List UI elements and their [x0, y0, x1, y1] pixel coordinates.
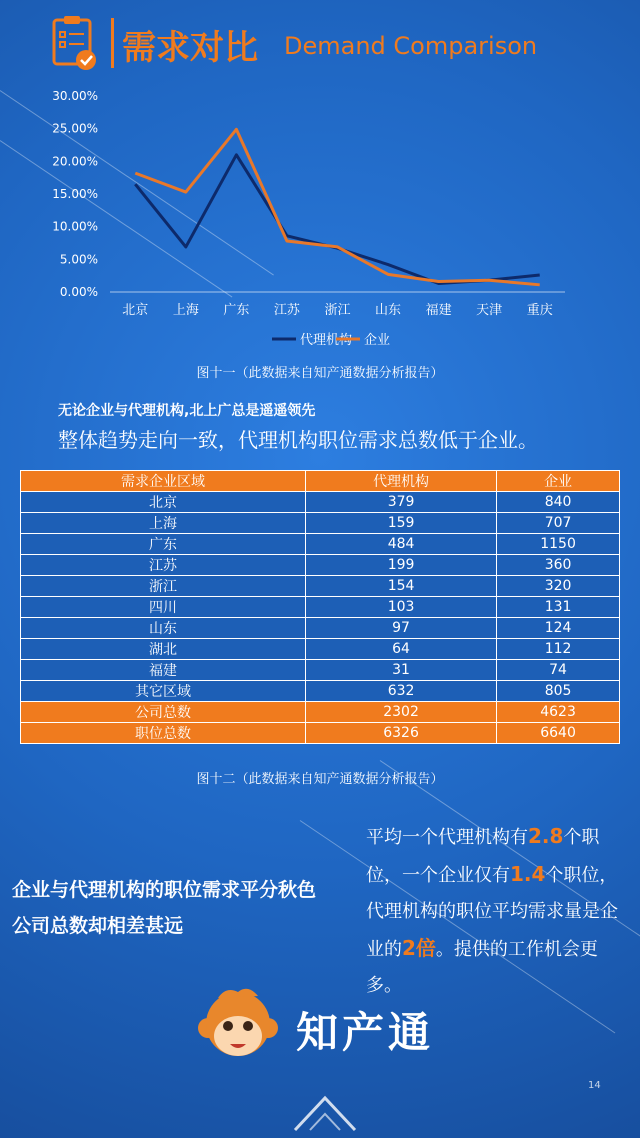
left-quote-line: 企业与代理机构的职位需求平分秋色 [12, 879, 317, 901]
note-big: 整体趋势走向一致，代理机构职位需求总数低于企业。 [58, 428, 538, 452]
table-cell: 840 [497, 492, 620, 513]
summary-part: 个职位，代理机构的职位平均需求量是企业的 [366, 865, 618, 960]
table-row [21, 513, 620, 534]
y-tick-label: 5.00% [59, 252, 98, 267]
summary-highlight: 1.4 [510, 862, 546, 886]
table-header-cell: 企业 [497, 471, 620, 492]
table-row [21, 618, 620, 639]
summary-highlight: 2倍 [402, 936, 436, 960]
x-tick-label: 江苏 [273, 303, 300, 318]
table-header-cell: 代理机构 [306, 471, 497, 492]
x-tick-label: 山东 [375, 303, 402, 318]
left-quote-line: 公司总数却相差甚远 [12, 915, 184, 937]
table-cell: 其它区域 [21, 681, 306, 702]
table-cell: 1150 [497, 534, 620, 555]
summary-part: 平均一个代理机构有 [366, 827, 528, 848]
chart-caption: 图十一（此数据来自知产通数据分析报告） [196, 366, 444, 381]
note-small: 无论企业与代理机构,北上广总是遥遥领先 [58, 403, 316, 419]
table-cell: 6326 [306, 723, 497, 744]
table-row [21, 660, 620, 681]
up-chevron-icon [290, 1092, 360, 1132]
x-tick-label: 北京 [122, 303, 149, 318]
table-cell: 360 [497, 555, 620, 576]
y-tick-label: 30.00% [52, 89, 98, 103]
x-tick-label: 天津 [476, 303, 503, 318]
summary-highlight: 2.8 [528, 824, 564, 848]
legend-label: 企业 [364, 333, 391, 348]
summary-text [366, 818, 628, 1004]
y-tick-label: 25.00% [52, 121, 98, 136]
table-cell: 320 [497, 576, 620, 597]
table-row [21, 534, 620, 555]
table-cell: 湖北 [21, 639, 306, 660]
x-tick-label: 广东 [223, 303, 250, 318]
table-cell: 64 [306, 639, 497, 660]
monkey-mascot-logo [196, 984, 280, 1068]
table-cell: 四川 [21, 597, 306, 618]
table-cell: 山东 [21, 618, 306, 639]
y-tick-label: 0.00% [59, 285, 98, 299]
table-cell: 广东 [21, 534, 306, 555]
page-title: 需求对比 [122, 28, 258, 68]
table-total-row [21, 702, 620, 723]
x-tick-label: 福建 [425, 303, 452, 318]
table-row [21, 597, 620, 618]
clipboard-check-icon [48, 14, 100, 72]
table-cell: 199 [306, 555, 497, 576]
table-cell: 4623 [497, 702, 620, 723]
table-cell: 31 [306, 660, 497, 681]
table-cell: 97 [306, 618, 497, 639]
table-cell: 2302 [306, 702, 497, 723]
table-cell: 112 [497, 639, 620, 660]
table-row [21, 681, 620, 702]
legend-label: 代理机构 [300, 333, 353, 348]
table-cell: 131 [497, 597, 620, 618]
page-subtitle: Demand Comparison [284, 32, 538, 60]
page-number: 14 [588, 1080, 601, 1091]
table-cell: 154 [306, 576, 497, 597]
table-cell: 124 [497, 618, 620, 639]
table-cell: 上海 [21, 513, 306, 534]
table-total-row [21, 723, 620, 744]
summary-part: 个职位，一个企业仅有 [366, 827, 600, 886]
brand-logo-text: 知产通 [296, 1008, 435, 1057]
table-cell: 484 [306, 534, 497, 555]
table-cell: 福建 [21, 660, 306, 681]
y-tick-label: 10.00% [52, 219, 98, 234]
table-cell: 74 [497, 660, 620, 681]
x-tick-label: 重庆 [526, 303, 553, 318]
table-cell: 北京 [21, 492, 306, 513]
table-header-row [21, 471, 620, 492]
table-cell: 103 [306, 597, 497, 618]
table-caption: 图十二（此数据来自知产通数据分析报告） [196, 772, 444, 787]
table-cell: 公司总数 [21, 702, 306, 723]
table-cell: 632 [306, 681, 497, 702]
x-tick-label: 上海 [172, 303, 199, 318]
table-cell: 805 [497, 681, 620, 702]
table-cell: 6640 [497, 723, 620, 744]
table-cell: 159 [306, 513, 497, 534]
y-tick-label: 15.00% [52, 187, 98, 201]
table-cell: 浙江 [21, 576, 306, 597]
series-line-0 [135, 155, 539, 284]
table-header-cell: 需求企业区域 [21, 471, 306, 492]
table-row [21, 576, 620, 597]
table-cell: 江苏 [21, 555, 306, 576]
data-table [20, 470, 620, 744]
table-row [21, 639, 620, 660]
series-line-1 [135, 129, 539, 284]
left-quote [12, 872, 316, 944]
summary-part: 。提供的工作机会更多。 [366, 939, 598, 996]
x-tick-label: 浙江 [324, 303, 351, 318]
table-cell: 职位总数 [21, 723, 306, 744]
table-cell: 707 [497, 513, 620, 534]
table-row [21, 492, 620, 513]
header-divider [111, 18, 114, 68]
table-cell: 379 [306, 492, 497, 513]
table-row [21, 555, 620, 576]
line-chart [0, 80, 640, 360]
y-tick-label: 20.00% [52, 154, 98, 169]
